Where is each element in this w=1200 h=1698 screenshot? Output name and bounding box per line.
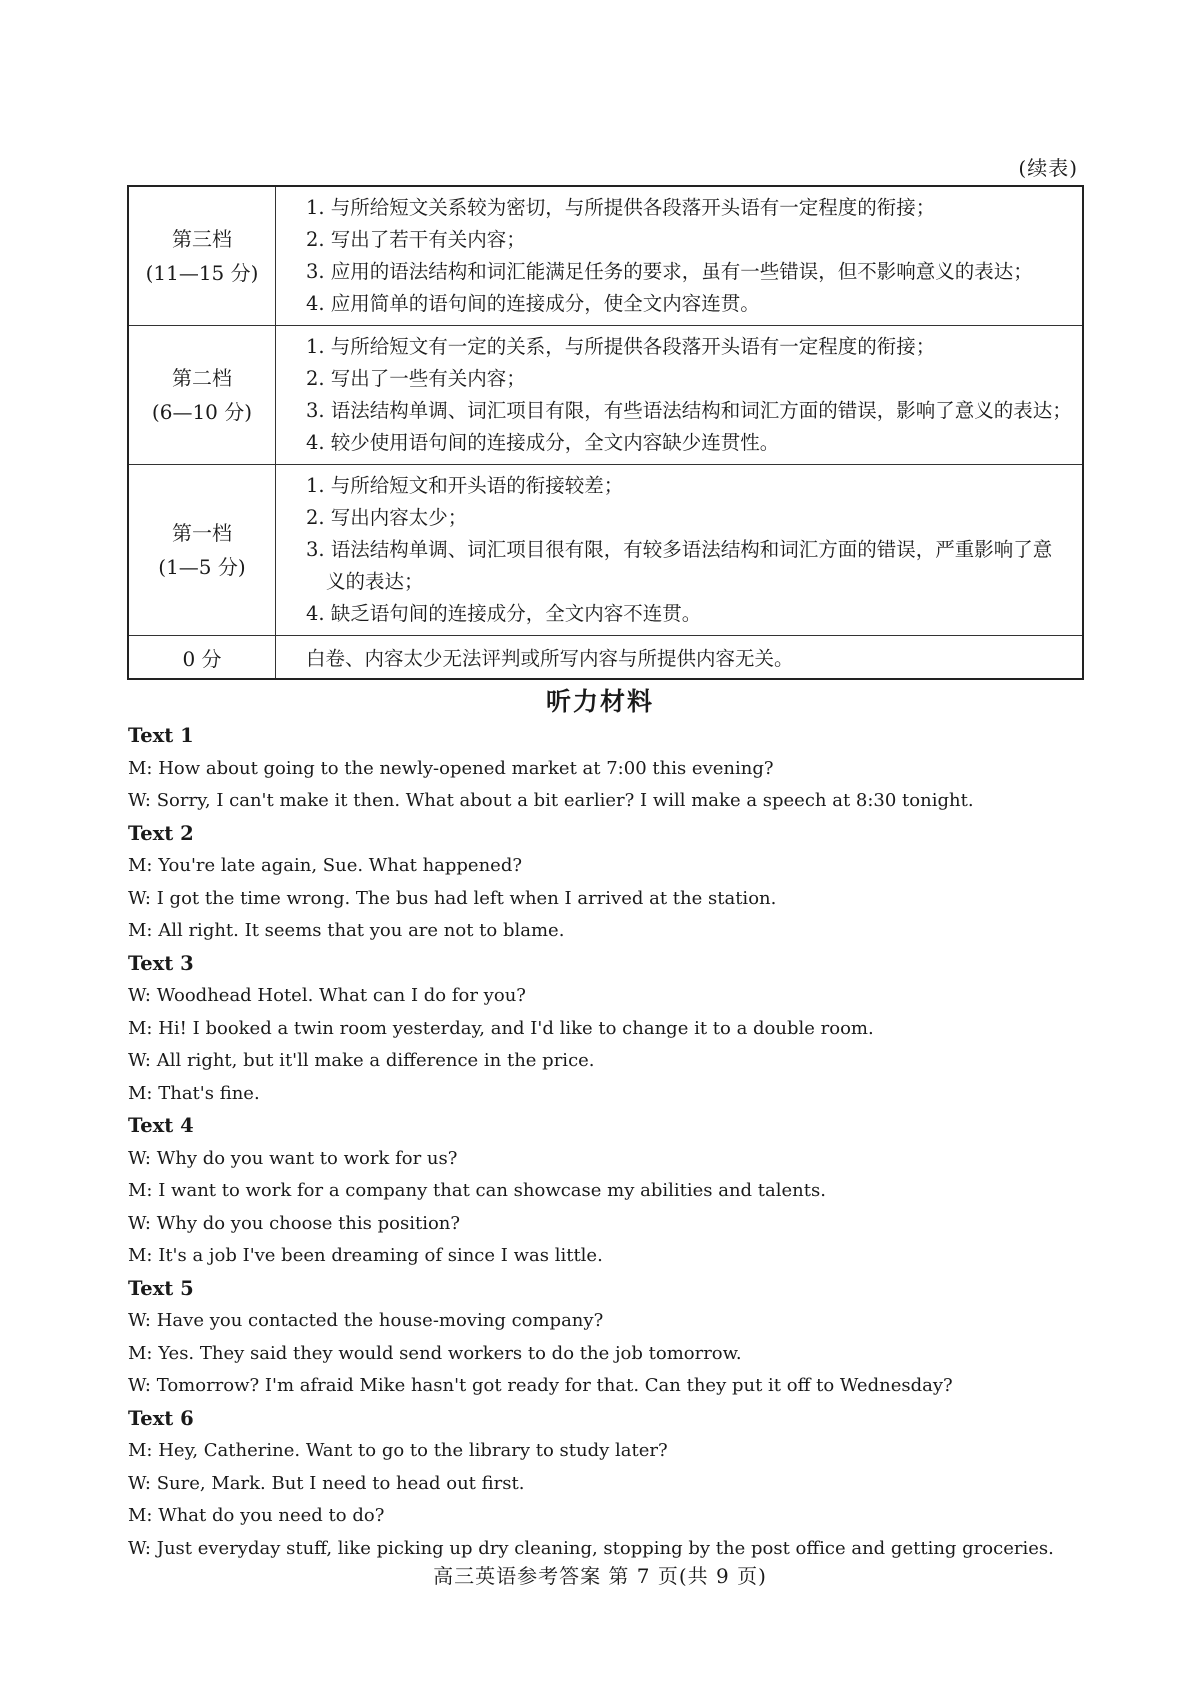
criterion: 2. 写出了一些有关内容；: [306, 367, 526, 390]
dialogue-line: M: What do you need to do?: [128, 1505, 385, 1526]
criterion: 3. 语法结构单调、词汇项目很有限，有较多语法结构和词汇方面的错误，严重影响了意: [306, 538, 1053, 561]
criterion: 2. 写出了若干有关内容；: [306, 228, 526, 251]
text-label: Text 1: [128, 724, 194, 747]
scoring-rubric-table: [127, 185, 1084, 680]
criterion: 3. 语法结构单调、词汇项目有限，有些语法结构和词汇方面的错误，影响了意义的表达；: [306, 399, 1072, 422]
text-label: Text 5: [128, 1276, 194, 1300]
level-cell: [128, 326, 276, 465]
dialogue-line: W: Woodhead Hotel. What can I do for you?: [128, 985, 526, 1006]
level-score: (1—5 分): [158, 555, 246, 579]
text-label: Text 2: [128, 821, 194, 845]
zero-score-cell: 0 分: [128, 636, 276, 680]
dialogue-line: W: Just everyday stuff, like picking up dry cleaning, stopping by the post office and getting groceries.: [128, 1537, 1054, 1559]
text-block-3: [128, 948, 1088, 1111]
dialogue-line: W: All right, but it'll make a difference in the price.: [128, 1050, 595, 1071]
level-score: (11—15 分): [145, 261, 259, 285]
continued-label: (续表): [1018, 156, 1078, 180]
rubric-row-level-3: [128, 186, 1083, 326]
level-cell: [128, 465, 276, 636]
text-label: Text 3: [128, 951, 194, 975]
listening-transcript: [128, 720, 1088, 1565]
text-block-4: [128, 1110, 1088, 1273]
criterion: 3. 应用的语法结构和词汇能满足任务的要求，虽有一些错误，但不影响意义的表达；: [306, 260, 1033, 283]
zero-score-description: 白卷、内容太少无法评判或所写内容与所提供内容无关。: [276, 636, 1084, 680]
dialogue-line: M: I want to work for a company that can showcase my abilities and talents.: [128, 1180, 826, 1201]
criterion: 1. 与所给短文关系较为密切，与所提供各段落开头语有一定程度的衔接；: [306, 196, 936, 219]
level-score: (6—10 分): [151, 400, 253, 424]
dialogue-line: M: All right. It seems that you are not to blame.: [128, 920, 565, 941]
criterion: 1. 与所给短文有一定的关系，与所提供各段落开头语有一定程度的衔接；: [306, 335, 936, 358]
criteria-cell: [276, 186, 1084, 326]
dialogue-line: M: Hey, Catherine. Want to go to the library to study later?: [128, 1440, 668, 1461]
dialogue-line: M: How about going to the newly-opened market at 7:00 this evening?: [128, 757, 774, 779]
level-name: 第三档: [172, 227, 232, 251]
criterion: 4. 缺乏语句间的连接成分，全文内容不连贯。: [306, 602, 702, 625]
dialogue-line: W: Sorry, I can't make it then. What about a bit earlier? I will make a speech at 8:30 tonight.: [128, 790, 974, 811]
criterion: 1. 与所给短文和开头语的衔接较差；: [306, 474, 624, 497]
text-block-1: [128, 720, 1088, 818]
dialogue-line: M: You're late again, Sue. What happened?: [128, 855, 523, 876]
dialogue-line: W: Why do you choose this position?: [128, 1212, 461, 1234]
criteria-cell: [276, 465, 1084, 636]
text-label: Text 6: [128, 1406, 194, 1430]
criteria-cell: [276, 326, 1084, 465]
level-name: 第二档: [172, 366, 232, 390]
rubric-row-level-1: [128, 465, 1083, 636]
dialogue-line: M: That's fine.: [128, 1082, 260, 1104]
rubric-row-zero: [128, 636, 1083, 680]
dialogue-line: M: Hi! I booked a twin room yesterday, and I'd like to change it to a double room.: [128, 1017, 874, 1039]
dialogue-line: W: Tomorrow? I'm afraid Mike hasn't got ready for that. Can they put it off to Wednesday?: [128, 1375, 953, 1396]
rubric-row-level-2: [128, 326, 1083, 465]
criterion: 4. 应用简单的语句间的连接成分，使全文内容连贯。: [306, 292, 760, 315]
dialogue-line: W: I got the time wrong. The bus had left when I arrived at the station.: [128, 887, 777, 909]
text-block-6: [128, 1403, 1088, 1566]
criterion: 4. 较少使用语句间的连接成分，全文内容缺少连贯性。: [306, 431, 780, 454]
listening-heading: 听力材料: [545, 687, 654, 716]
dialogue-line: M: Yes. They said they would send workers to do the job tomorrow.: [128, 1342, 742, 1364]
criterion: 2. 写出内容太少；: [306, 506, 468, 529]
text-block-2: [128, 818, 1088, 948]
dialogue-line: W: Sure, Mark. But I need to head out first.: [128, 1472, 525, 1494]
dialogue-line: W: Have you contacted the house-moving company?: [128, 1310, 604, 1331]
text-block-5: [128, 1273, 1088, 1403]
dialogue-line: W: Why do you want to work for us?: [128, 1147, 458, 1169]
text-label: Text 4: [128, 1114, 194, 1137]
criterion-continuation: 义的表达；: [326, 570, 424, 593]
page-footer: 高三英语参考答案 第 7 页(共 9 页): [433, 1564, 767, 1588]
level-name: 第一档: [172, 521, 232, 545]
dialogue-line: M: It's a job I've been dreaming of since I was little.: [128, 1245, 603, 1266]
level-cell: [128, 186, 276, 326]
